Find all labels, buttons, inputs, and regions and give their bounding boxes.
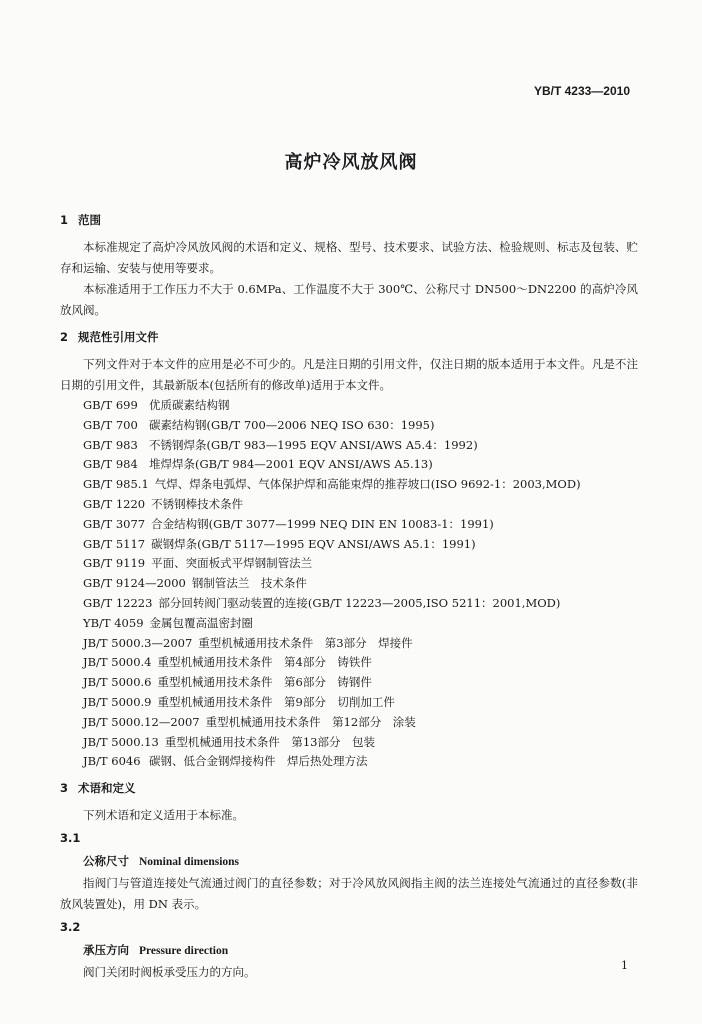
reference-code: YB/T 4059 (83, 615, 144, 630)
reference-list (83, 396, 638, 772)
reference-title: 优质碳素结构钢 (149, 398, 230, 412)
reference-item (83, 554, 638, 574)
reference-item (83, 733, 638, 753)
clause-number: 3.1 (60, 831, 81, 846)
reference-title: 重型机械通用技术条件 第13部分 包装 (164, 734, 375, 749)
reference-code: GB/T 5117 (83, 536, 146, 551)
reference-title: 钢制管法兰 技术条件 (191, 576, 307, 591)
paragraph: 本标准适用于工作压力不大于 0.6MPa、工作温度不大于 300℃、公称尺寸 DN500～DN2200 的高炉冷风放风阀。 (60, 282, 638, 317)
reference-title: 重型机械通用技术条件 第9部分 切削加工件 (157, 694, 395, 709)
reference-title: 重型机械通用技术条件 第12部分 涂装 (205, 714, 416, 729)
reference-code: GB/T 700 (83, 417, 138, 432)
reference-item (83, 673, 638, 693)
paragraph: 下列文件对于本文件的应用是必不可少的。凡是注日期的引用文件，仅注日期的版本适用于本文件。凡是不注日期的引用文件，其最新版本(包括所有的修改单)适用于本文件。 (60, 357, 638, 392)
reference-code: JB/T 6046 (83, 754, 141, 769)
reference-code: JB/T 5000.12—2007 (83, 714, 200, 729)
reference-item (83, 594, 638, 614)
reference-code: GB/T 699 (83, 398, 138, 412)
reference-code: JB/T 5000.6 (83, 675, 152, 690)
reference-title: 碳钢、低合金钢焊接构件 焊后热处理方法 (149, 754, 368, 769)
reference-item (83, 614, 638, 634)
document-body (60, 210, 638, 983)
reference-item (83, 455, 638, 475)
clause-number: 3.2 (60, 920, 81, 935)
reference-title: 气焊、焊条电弧焊、气体保护焊和高能束焊的推荐坡口(ISO 9692-1：2003,MOD) (154, 477, 581, 492)
reference-item (83, 574, 638, 594)
reference-title: 重型机械通用技术条件 第3部分 焊接件 (198, 635, 413, 650)
paragraph: 下列术语和定义适用于本标准。 (83, 808, 244, 823)
reference-code: JB/T 5000.9 (83, 694, 152, 709)
term-definition: 指阀门与管道连接处气流通过阀门的直径参数；对于冷风放风阀指主阀的法兰连接处气流通过的直径参数(非放风装置处)，用 DN 表示。 (60, 876, 638, 912)
term-title: 公称尺寸 Nominal dimensions (83, 854, 240, 869)
reference-code: GB/T 9119 (83, 556, 146, 571)
reference-item (83, 535, 638, 555)
reference-code: JB/T 5000.4 (83, 655, 152, 670)
reference-code: GB/T 983 (83, 437, 138, 452)
document-title: 高炉冷风放风阀 (284, 152, 418, 173)
reference-code: JB/T 5000.13 (83, 734, 159, 749)
reference-title: 金属包覆高温密封圈 (149, 615, 254, 630)
reference-code: GB/T 1220 (83, 496, 146, 511)
reference-item (83, 752, 638, 772)
reference-code: GB/T 9124—2000 (83, 576, 186, 591)
section-heading: 1 范围 (60, 213, 101, 227)
reference-code: GB/T 3077 (83, 516, 146, 531)
reference-title: 重型机械通用技术条件 第6部分 铸钢件 (157, 675, 372, 690)
reference-code: JB/T 5000.3—2007 (83, 635, 193, 650)
reference-item (83, 495, 638, 515)
reference-title: 不锈钢棒技术条件 (151, 496, 244, 511)
reference-item (83, 634, 638, 654)
reference-item (83, 436, 638, 456)
reference-code: GB/T 12223 (83, 595, 153, 610)
reference-item (83, 693, 638, 713)
reference-title: 不锈钢焊条(GB/T 983—1995 EQV ANSI/AWS A5.4：1992) (149, 437, 478, 452)
reference-item (83, 515, 638, 535)
reference-item (83, 475, 638, 495)
section-heading: 3 术语和定义 (60, 781, 136, 796)
section-heading: 2 规范性引用文件 (60, 330, 159, 344)
reference-title: 堆焊焊条(GB/T 984—2001 EQV ANSI/AWS A5.13) (149, 457, 433, 472)
reference-title: 碳钢焊条(GB/T 5117—1995 EQV ANSI/AWS A5.1：1991) (151, 536, 476, 551)
reference-title: 碳素结构钢(GB/T 700—2006 NEQ ISO 630：1995) (149, 417, 435, 432)
reference-title: 部分回转阀门驱动装置的连接(GB/T 12223—2005,ISO 5211：2001,MOD) (158, 595, 561, 610)
standard-code: YB/T 4233—2010 (533, 84, 630, 98)
reference-title: 平面、突面板式平焊钢制管法兰 (151, 556, 313, 571)
paragraph: 本标准规定了高炉冷风放风阀的术语和定义、规格、型号、技术要求、试验方法、检验规则、标志及包装、贮存和运输、安装与使用等要求。 (60, 240, 638, 275)
reference-code: GB/T 984 (83, 457, 138, 472)
reference-code: GB/T 985.1 (83, 477, 149, 492)
term-definition: 阀门关闭时阀板承受压力的方向。 (83, 965, 256, 980)
reference-item (83, 396, 638, 416)
reference-item (83, 713, 638, 733)
reference-title: 合金结构钢(GB/T 3077—1999 NEQ DIN EN 10083-1：1991) (151, 516, 494, 531)
reference-title: 重型机械通用技术条件 第4部分 铸铁件 (157, 655, 372, 670)
page-number: 1 (621, 959, 628, 972)
term-title: 承压方向 Pressure direction (83, 943, 229, 958)
reference-item (83, 653, 638, 673)
reference-item (83, 416, 638, 436)
